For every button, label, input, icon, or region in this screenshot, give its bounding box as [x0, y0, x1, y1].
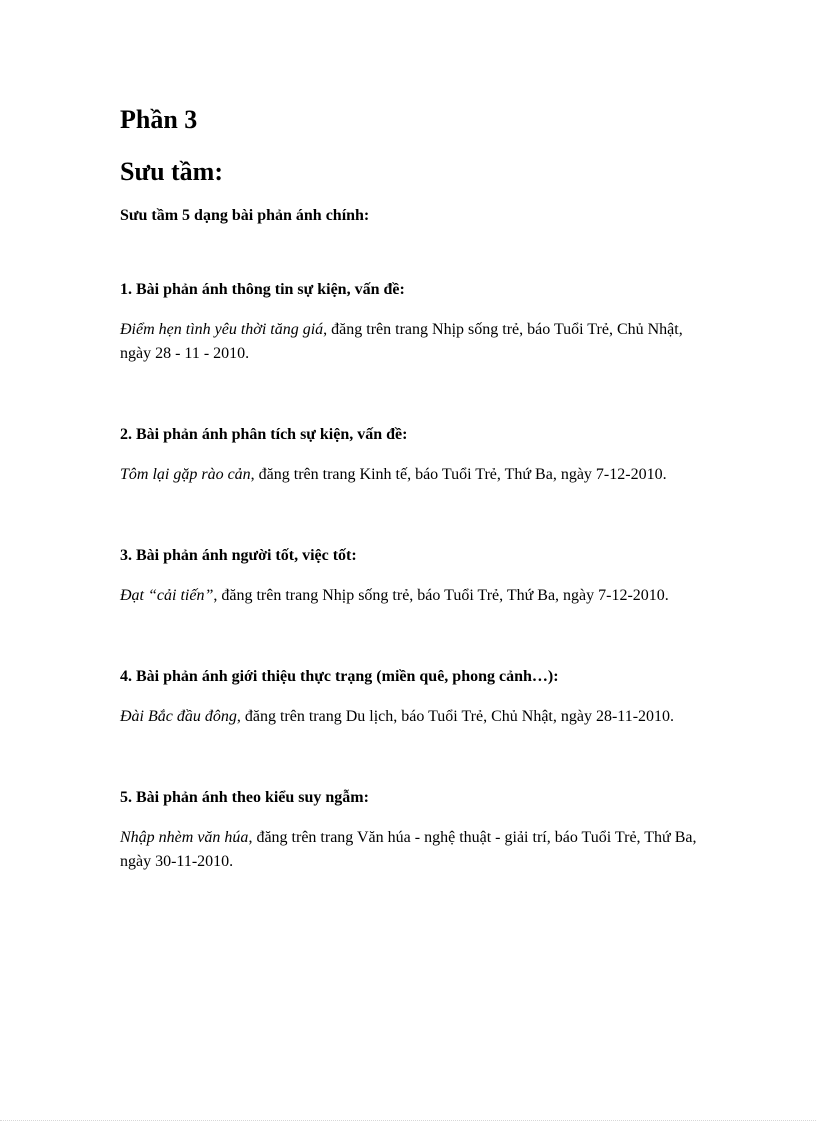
section-4-title: 4. Bài phản ánh giới thiệu thực trạng (miền quê, phong cảnh…):: [120, 668, 559, 685]
page-bottom-edge: [0, 1120, 816, 1121]
section-5-body: [120, 826, 700, 874]
section-2-body: [120, 463, 700, 487]
section-3: [120, 545, 700, 608]
section-2-article-title: Tôm lại gặp rào cản: [120, 466, 251, 483]
intro-text: Sưu tầm 5 dạng bài phản ánh chính:: [120, 207, 370, 224]
section-4-article-title: Đài Bắc đầu đông: [120, 708, 237, 725]
section-1-article-title: Điểm hẹn tình yêu thời tăng giá: [120, 321, 324, 338]
section-5-article-title: Nhập nhèm văn húa: [120, 829, 249, 846]
section-4: [120, 666, 700, 729]
part-heading: Phần 3: [120, 105, 198, 134]
section-1-body: [120, 318, 700, 366]
section-2-title: 2. Bài phản ánh phân tích sự kiện, vấn đề:: [120, 426, 408, 443]
section-5: [120, 787, 700, 874]
section-2: [120, 424, 700, 487]
section-4-details: , đăng trên trang Du lịch, báo Tuổi Trẻ, Chủ Nhật, ngày 28-11-2010.: [236, 708, 675, 725]
section-5-title: 5. Bài phản ánh theo kiểu suy ngẫm:: [120, 789, 369, 806]
section-3-details: , đăng trên trang Nhịp sống trẻ, báo Tuổi Trẻ, Thứ Ba, ngày 7-12-2010.: [213, 587, 669, 604]
section-1: [120, 279, 700, 366]
section-1-details: , đăng trên trang Nhịp sống trẻ, báo Tuổi Trẻ, Chủ Nhật, ngày 28 - 11 - 2010.: [120, 321, 683, 362]
section-3-title: 3. Bài phản ánh người tốt, việc tốt:: [120, 547, 357, 564]
section-2-details: , đăng trên trang Kinh tế, báo Tuổi Trẻ, Thứ Ba, ngày 7-12-2010.: [250, 466, 667, 483]
section-5-details: , đăng trên trang Văn húa - nghệ thuật - giải trí, báo Tuổi Trẻ, Thứ Ba, ngày 30-11-2010.: [120, 829, 697, 870]
collection-heading: Sưu tầm:: [120, 157, 223, 186]
section-1-title: 1. Bài phản ánh thông tin sự kiện, vấn đề:: [120, 281, 405, 298]
section-3-article-title: Đạt “cải tiến”: [120, 587, 214, 604]
section-4-body: [120, 705, 700, 729]
document-content: [120, 102, 700, 874]
section-3-body: [120, 584, 700, 608]
